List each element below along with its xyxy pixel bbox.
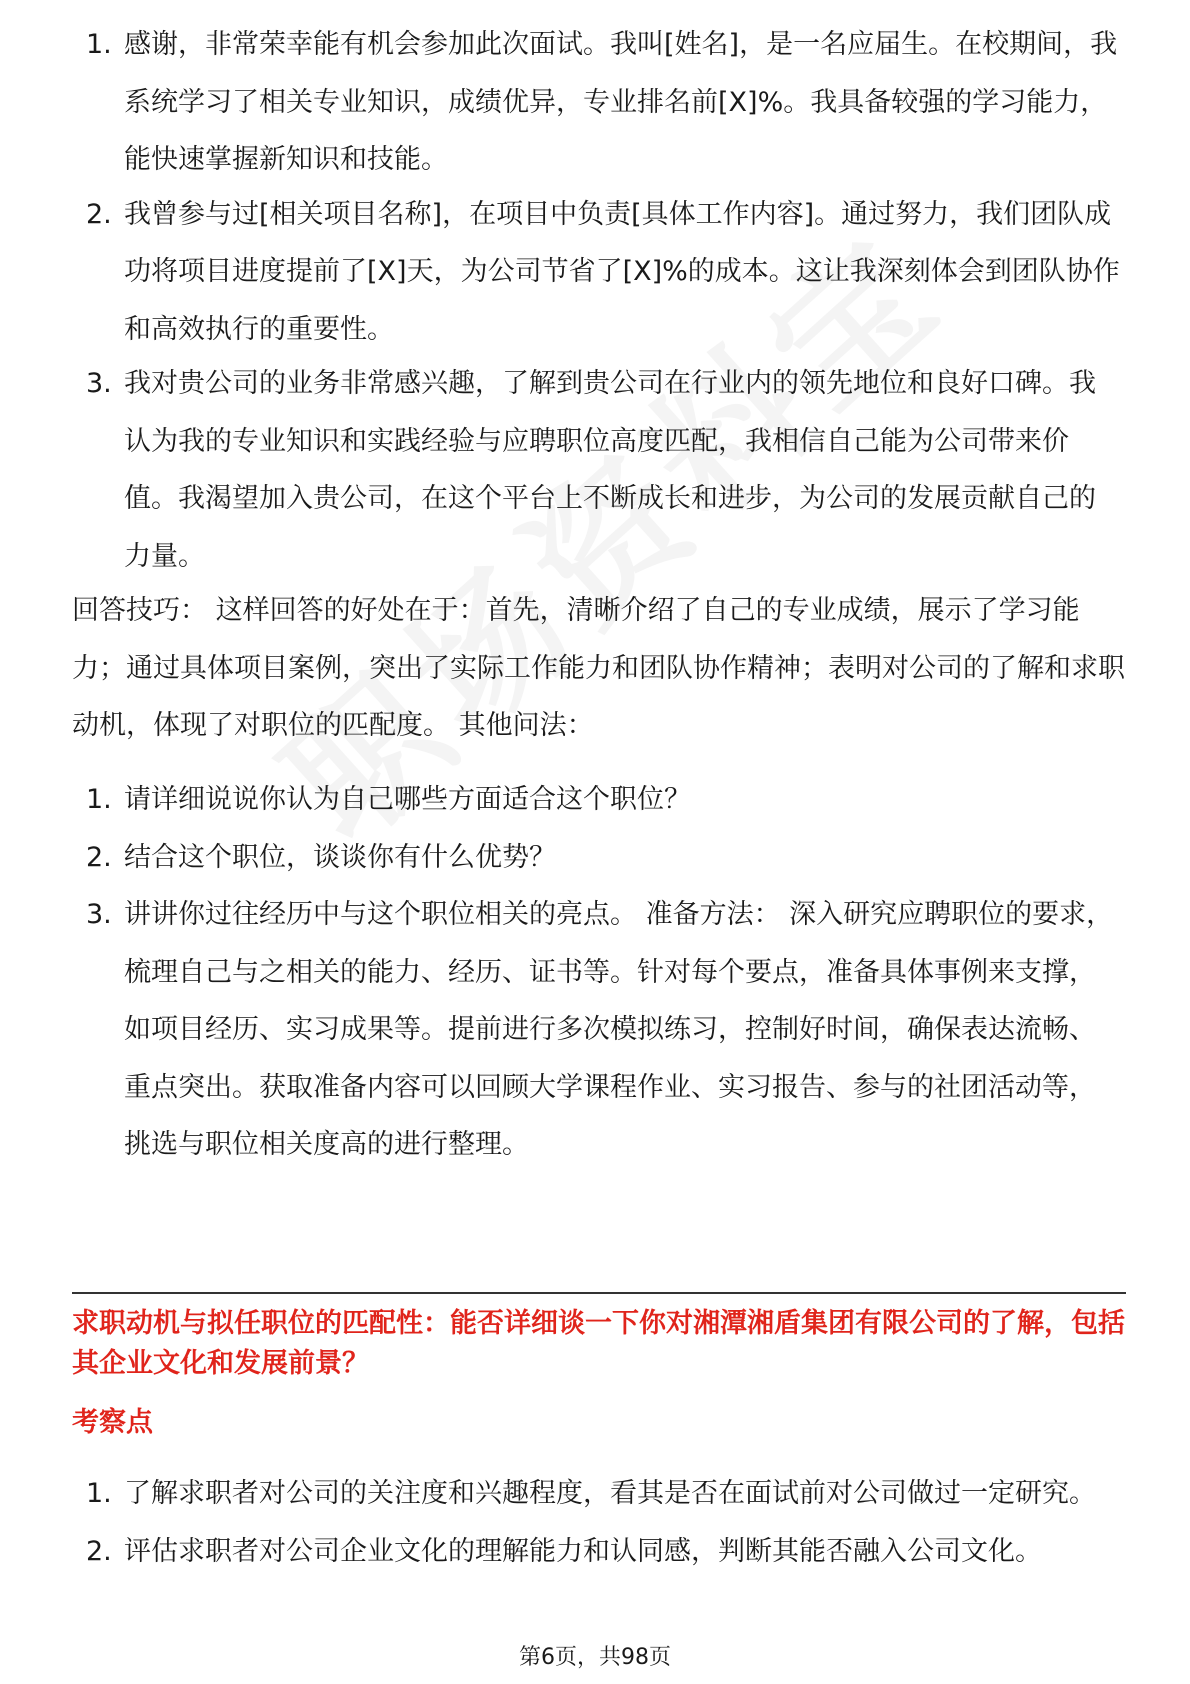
list-item-text: 我曾参与过[相关项目名称]，在项目中负责[具体工作内容]。通过努力，我们团队成功将项目进度提前了[X]天，为公司节省了[X]%的成本。这让我深刻体会到团队协作和高效执行的重要性。	[124, 198, 1120, 345]
list-item-text: 了解求职者对公司的关注度和兴趣程度，看其是否在面试前对公司做过一定研究。	[124, 1478, 1096, 1509]
list-number: 1.	[86, 29, 112, 60]
list-item	[72, 829, 1122, 887]
section-divider	[72, 1292, 1126, 1294]
list-item-text: 感谢，非常荣幸能有机会参加此次面试。我叫[姓名]，是一名应届生。在校期间，我系统学习了相关专业知识，成绩优异，专业排名前[X]%。我具备较强的学习能力，能快速掌握新知识和技能。	[124, 29, 1118, 175]
page-footer: 第6页，共98页	[519, 1645, 671, 1670]
list-number: 2.	[86, 198, 112, 230]
list-item	[72, 355, 1122, 585]
list-item	[72, 16, 1122, 189]
list-item-text: 我对贵公司的业务非常感兴趣，了解到贵公司在行业内的领先地位和良好口碑。我认为我的专业知识和实践经验与应聘职位高度匹配，我相信自己能为公司带来价值。我渴望加入贵公司，在这个平台上不断成长和进步，为公司的发展贡献自己的力量。	[124, 368, 1096, 572]
list-number: 2.	[86, 1535, 112, 1567]
list-number: 1.	[86, 784, 112, 815]
list-item	[72, 1465, 1122, 1523]
list-item-text: 结合这个职位，谈谈你有什么优势？	[124, 841, 556, 873]
list-number: 3.	[86, 899, 112, 930]
list-item	[72, 1523, 1122, 1581]
list-number: 3.	[86, 368, 112, 399]
list-item	[72, 771, 1122, 829]
list-item	[72, 886, 1122, 1174]
list-number: 1.	[86, 1478, 112, 1509]
answer-tips-paragraph: 回答技巧： 这样回答的好处在于：首先，清晰介绍了自己的专业成绩，展示了学习能力；通过具体项目案例，突出了实际工作能力和团队协作精神；表明对公司的了解和求职动机，体现了对职位的匹配度。 其他问法：	[72, 595, 1125, 741]
intro-answer-list	[72, 16, 1122, 585]
list-number: 2.	[86, 841, 112, 873]
list-item-text: 讲讲你过往经历中与这个职位相关的亮点。 准备方法： 深入研究应聘职位的要求，梳理自己与之相关的能力、经历、证书等。针对每个要点，准备具体事例来支撑，如项目经历、实习成果等。提前进行多次模拟练习，控制好时间，确保表达流畅、重点突出。获取准备内容可以回顾大学课程作业、实习报告、参与的社团活动等，挑选与职位相关度高的进行整理。	[124, 899, 1114, 1160]
interview-question-title: 求职动机与拟任职位的匹配性：能否详细谈一下你对湘潭湘盾集团有限公司的了解，包括其企业文化和发展前景？	[72, 1308, 1125, 1379]
assessment-points-list	[72, 1465, 1122, 1580]
alternative-questions-list	[72, 771, 1122, 1174]
list-item-text: 请详细说说你认为自己哪些方面适合这个职位？	[124, 784, 691, 815]
list-item	[72, 186, 1122, 359]
assessment-points-heading: 考察点	[72, 1407, 153, 1438]
list-item-text: 评估求职者对公司企业文化的理解能力和认同感，判断其能否融入公司文化。	[124, 1535, 1042, 1567]
